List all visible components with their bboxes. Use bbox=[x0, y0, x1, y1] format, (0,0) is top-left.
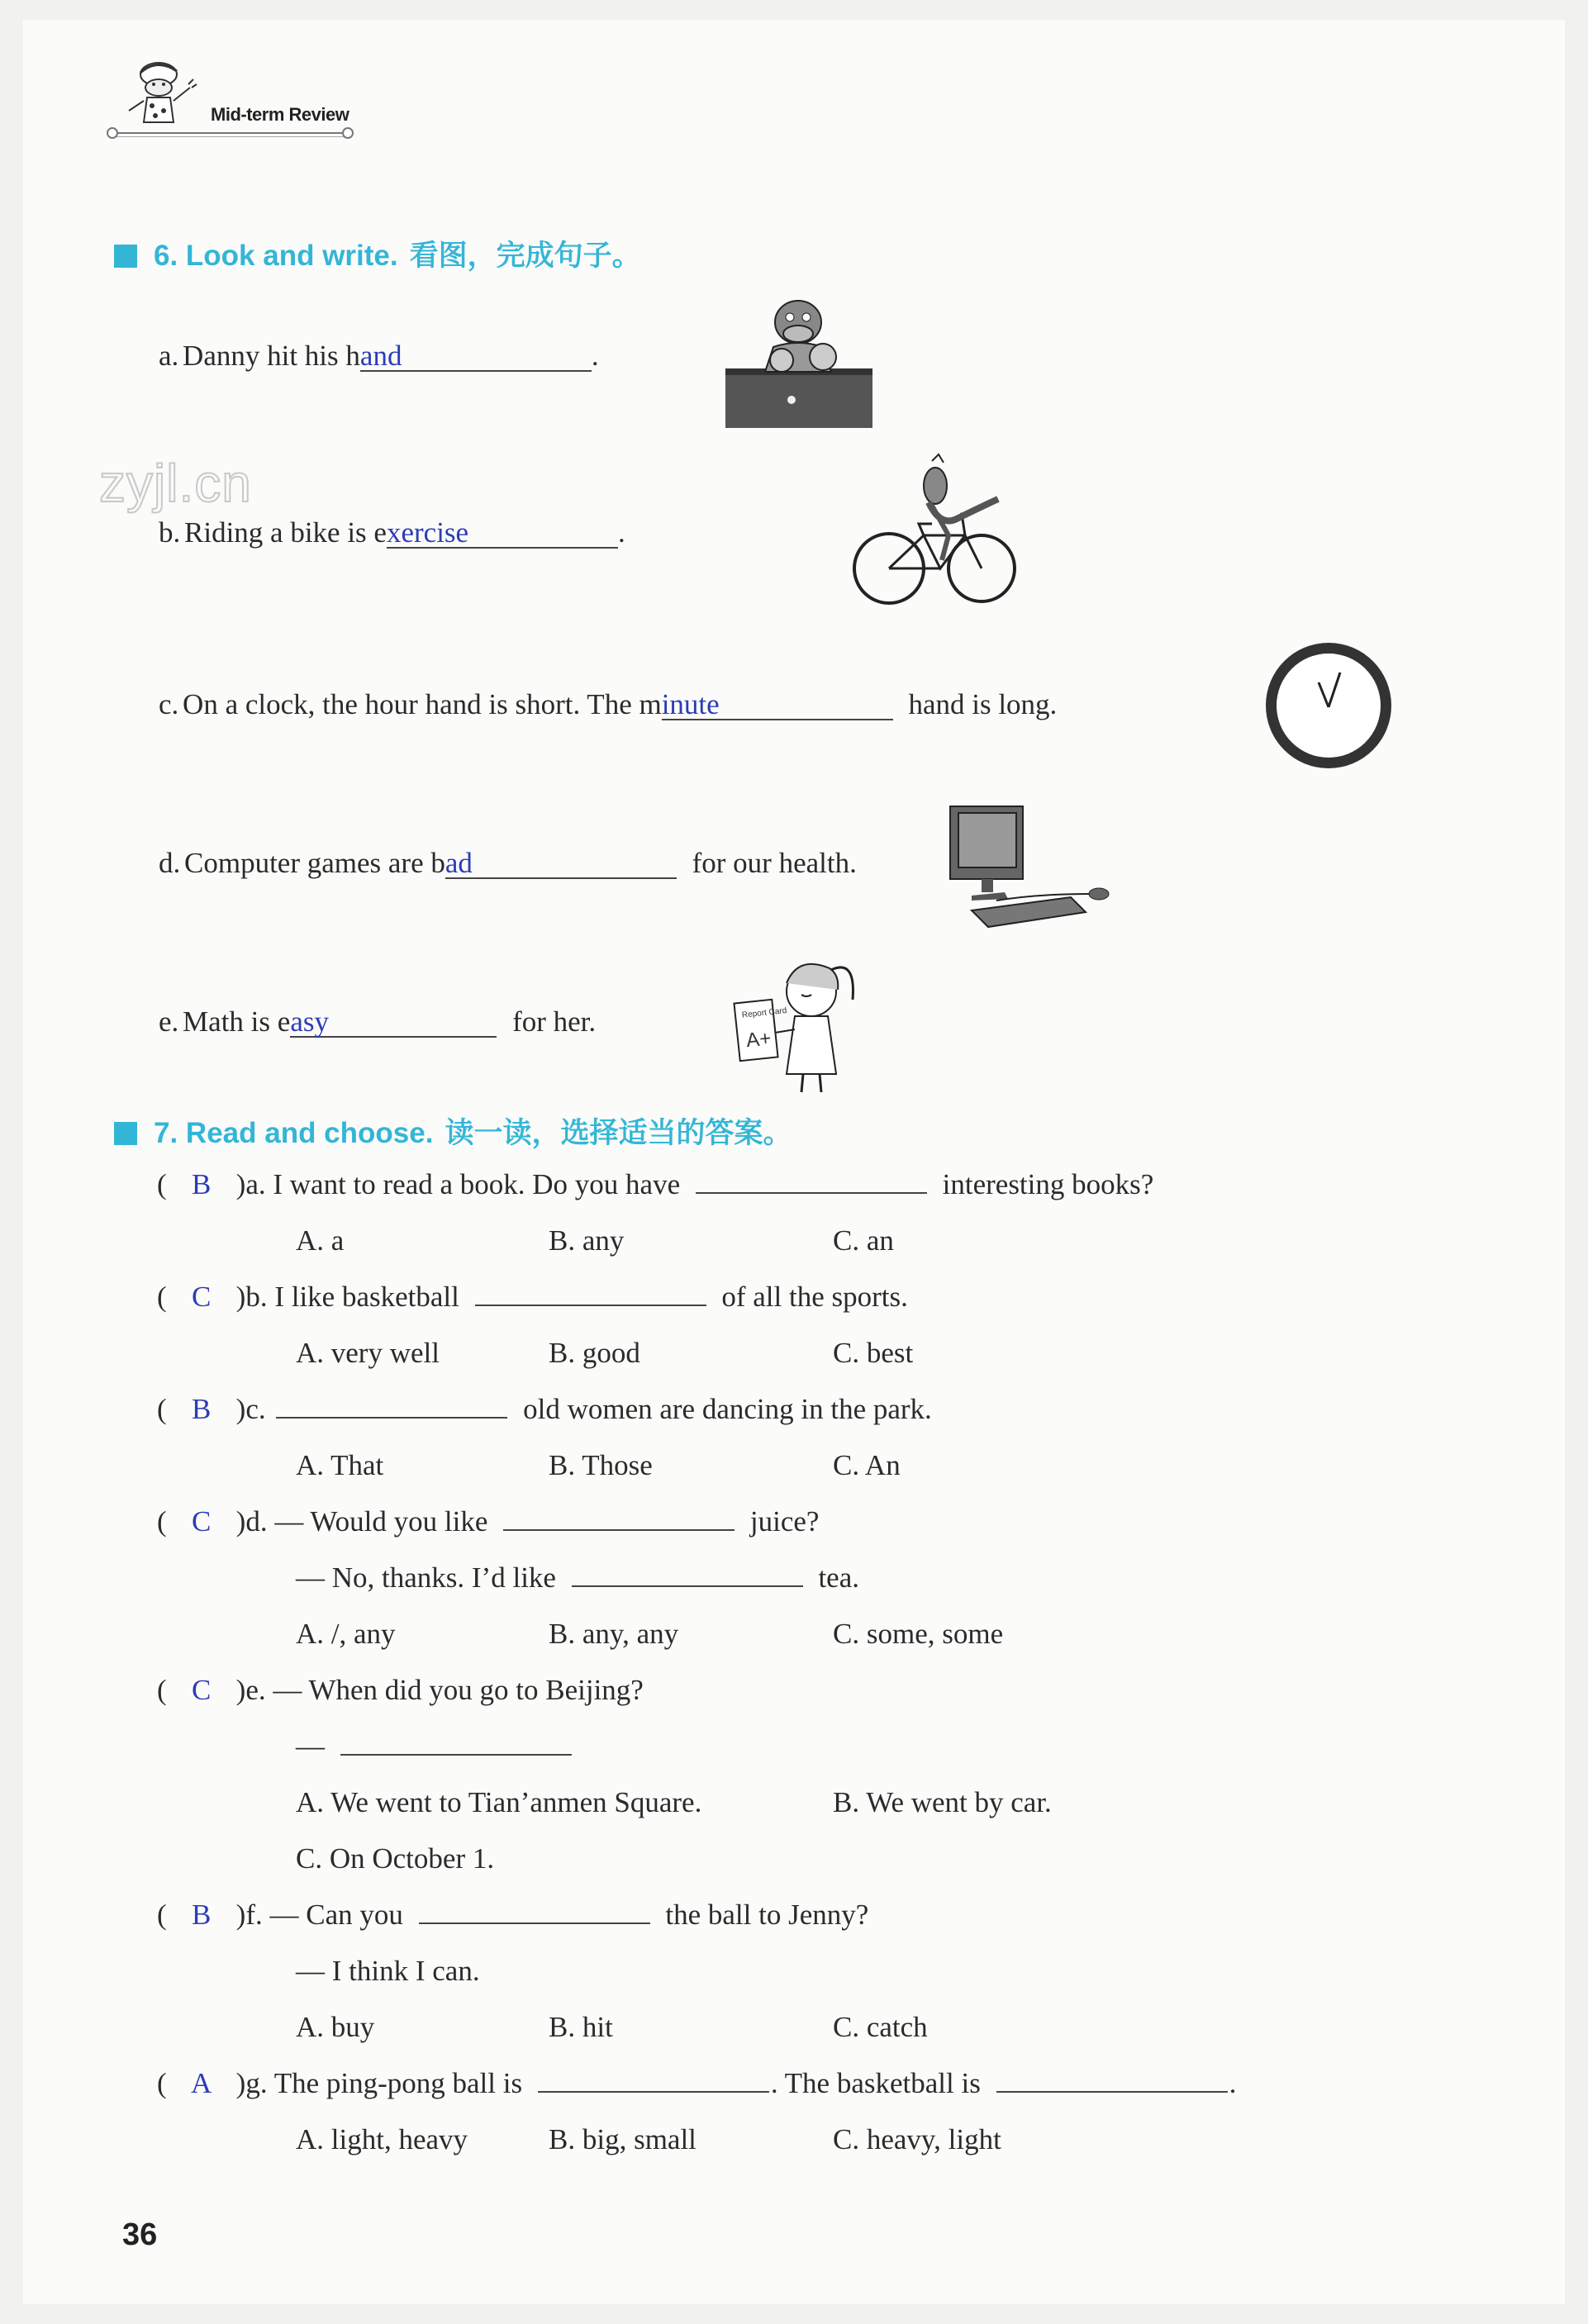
q-c-opt-a[interactable]: A. That bbox=[296, 1449, 384, 1481]
q-d-line2 bbox=[296, 1561, 859, 1594]
header-title: Mid-term Review bbox=[211, 104, 349, 125]
item-text-end: for her. bbox=[512, 1005, 597, 1038]
section-marker-icon bbox=[114, 1122, 137, 1145]
q-g-opt-b[interactable]: B. big, small bbox=[549, 2123, 697, 2155]
watermark: zyjl.cn bbox=[99, 454, 252, 513]
paren-open: ( bbox=[157, 1505, 167, 1537]
q-c-opt-b[interactable]: B. Those bbox=[549, 1449, 653, 1481]
section7-title: 7. Read and choose. bbox=[154, 1117, 434, 1149]
section6-title: 6. Look and write. bbox=[154, 240, 398, 272]
item-label: a. bbox=[159, 340, 179, 372]
section7-heading bbox=[114, 1110, 792, 1152]
header-rule-dot-left bbox=[107, 127, 118, 139]
q-b bbox=[157, 1281, 908, 1314]
paren-close: ) bbox=[235, 2067, 246, 2099]
item-text: Riding a bike is e bbox=[184, 516, 387, 549]
answer-blank[interactable] bbox=[445, 848, 677, 879]
answer-blank[interactable] bbox=[387, 518, 618, 549]
q-text: . bbox=[1229, 2067, 1237, 2099]
q-text: — Would you like bbox=[274, 1505, 488, 1537]
q-d-opt-c[interactable]: C. some, some bbox=[833, 1618, 1004, 1650]
q-f-opt-a[interactable]: A. buy bbox=[296, 2011, 375, 2043]
item-text-end: for our health. bbox=[692, 847, 857, 879]
paren-close: ) bbox=[235, 1281, 246, 1313]
q-text: the ball to Jenny? bbox=[665, 1899, 869, 1931]
q-c bbox=[157, 1393, 932, 1426]
computer-picture bbox=[947, 803, 1127, 932]
bike-rider-picture bbox=[849, 453, 1021, 610]
q-d bbox=[157, 1505, 819, 1538]
q-d-opt-a[interactable]: A. /, any bbox=[296, 1618, 396, 1650]
q-a-opt-c[interactable]: C. an bbox=[833, 1224, 894, 1257]
q-label: g. bbox=[245, 2067, 268, 2099]
girl-report-card-picture bbox=[732, 950, 864, 1095]
q-label: f. bbox=[245, 1899, 263, 1931]
section-marker-icon bbox=[114, 245, 137, 268]
s6-item-a bbox=[159, 340, 599, 373]
paren-open: ( bbox=[157, 1393, 167, 1425]
s6-item-d bbox=[159, 847, 857, 880]
q-b-opt-c[interactable]: C. best bbox=[833, 1337, 914, 1369]
paren-open: ( bbox=[157, 1168, 167, 1200]
item-label: c. bbox=[159, 688, 179, 720]
q-d-opt-b[interactable]: B. any, any bbox=[549, 1618, 679, 1650]
choice-answer[interactable]: C bbox=[191, 1505, 212, 1537]
q-blank[interactable] bbox=[696, 1191, 927, 1194]
q-f-line2: — I think I can. bbox=[296, 1955, 480, 1987]
choice-answer[interactable]: B bbox=[191, 1168, 212, 1200]
paren-open: ( bbox=[157, 1281, 167, 1313]
item-label: b. bbox=[159, 516, 181, 549]
q-blank[interactable] bbox=[572, 1585, 803, 1587]
q-text: tea. bbox=[818, 1561, 859, 1594]
q-f-opt-b[interactable]: B. hit bbox=[549, 2011, 613, 2043]
choice-answer[interactable]: A bbox=[191, 2067, 212, 2099]
q-a-opt-b[interactable]: B. any bbox=[549, 1224, 625, 1257]
choice-answer[interactable]: C bbox=[191, 1281, 212, 1313]
answer-text: asy bbox=[290, 1005, 329, 1038]
report-card-grade: A+ bbox=[744, 1027, 773, 1053]
q-label: a. bbox=[245, 1168, 266, 1200]
q-b-opt-b[interactable]: B. good bbox=[549, 1337, 640, 1369]
paren-open: ( bbox=[157, 1899, 167, 1931]
answer-text: inute bbox=[661, 688, 720, 720]
q-text: interesting books? bbox=[942, 1168, 1154, 1200]
s6-item-c bbox=[159, 688, 1057, 721]
q-f bbox=[157, 1899, 868, 1932]
clock-picture bbox=[1261, 638, 1396, 773]
q-a bbox=[157, 1168, 1153, 1201]
item-label: d. bbox=[159, 847, 181, 879]
paren-close: ) bbox=[235, 1168, 246, 1200]
q-text: I want to read a book. Do you have bbox=[273, 1168, 681, 1200]
q-e-opt-b[interactable]: B. We went by car. bbox=[833, 1786, 1052, 1818]
s6-item-b bbox=[159, 516, 625, 549]
q-text: — No, thanks. I’d like bbox=[296, 1561, 556, 1594]
q-a-opt-a[interactable]: A. a bbox=[296, 1224, 345, 1257]
item-label: e. bbox=[159, 1005, 179, 1038]
paren-close: ) bbox=[235, 1674, 246, 1706]
answer-blank[interactable] bbox=[360, 341, 592, 372]
q-f-opt-c[interactable]: C. catch bbox=[833, 2011, 928, 2043]
q-text: — Can you bbox=[269, 1899, 403, 1931]
answer-text: xercise bbox=[386, 516, 469, 549]
answer-text: ad bbox=[445, 847, 473, 879]
choice-answer[interactable]: C bbox=[191, 1674, 212, 1706]
s6-item-e bbox=[159, 1005, 596, 1038]
q-text: juice? bbox=[749, 1505, 820, 1537]
q-text: I like basketball bbox=[274, 1281, 459, 1313]
q-b-opt-a[interactable]: A. very well bbox=[296, 1337, 440, 1369]
q-c-opt-c[interactable]: C. An bbox=[833, 1449, 901, 1481]
q-e-opt-c[interactable]: C. On October 1. bbox=[296, 1842, 495, 1875]
q-blank[interactable] bbox=[340, 1753, 572, 1756]
answer-blank[interactable] bbox=[290, 1007, 497, 1038]
section7-title-cn: 读一读，选择适当的答案。 bbox=[445, 1116, 792, 1150]
q-blank[interactable] bbox=[419, 1922, 650, 1924]
answer-text: and bbox=[359, 340, 402, 372]
q-text: The ping-pong ball is bbox=[273, 2067, 523, 2099]
paren-open: ( bbox=[157, 2067, 167, 2099]
danny-hand-picture bbox=[724, 289, 874, 430]
q-g bbox=[157, 2067, 1236, 2100]
q-e-opt-a[interactable]: A. We went to Tian’anmen Square. bbox=[296, 1786, 702, 1818]
page-number: 36 bbox=[122, 2217, 158, 2252]
q-label: b. bbox=[245, 1281, 268, 1313]
answer-blank[interactable] bbox=[662, 690, 893, 720]
item-text: Computer games are b bbox=[184, 847, 445, 879]
q-e-line2 bbox=[296, 1730, 580, 1763]
q-blank[interactable] bbox=[475, 1304, 706, 1306]
choice-answer[interactable]: B bbox=[191, 1899, 212, 1931]
paren-close: ) bbox=[235, 1505, 246, 1537]
mascot-icon bbox=[116, 51, 207, 134]
choice-answer[interactable]: B bbox=[191, 1393, 212, 1425]
paren-open: ( bbox=[157, 1674, 167, 1706]
header-rule-dot-right bbox=[342, 127, 354, 139]
q-e bbox=[157, 1674, 644, 1707]
q-text: of all the sports. bbox=[721, 1281, 908, 1313]
q-blank[interactable] bbox=[503, 1528, 735, 1531]
q-label: c. bbox=[245, 1393, 266, 1425]
item-text-end: . bbox=[617, 516, 625, 549]
section6-title-cn: 看图，完成句子。 bbox=[409, 239, 641, 273]
section6-heading bbox=[114, 233, 641, 274]
item-text-end: hand is long. bbox=[908, 688, 1058, 720]
q-blank[interactable] bbox=[538, 2090, 769, 2093]
q-text: — When did you go to Beijing? bbox=[273, 1674, 644, 1706]
q-text: — bbox=[296, 1730, 325, 1762]
q-blank[interactable] bbox=[276, 1416, 507, 1419]
q-label: d. bbox=[245, 1505, 268, 1537]
q-blank[interactable] bbox=[996, 2090, 1228, 2093]
report-card-label: Report Card bbox=[741, 1006, 787, 1020]
paren-close: ) bbox=[235, 1393, 246, 1425]
item-text-end: . bbox=[591, 340, 599, 372]
q-g-opt-a[interactable]: A. light, heavy bbox=[296, 2123, 468, 2155]
item-text: On a clock, the hour hand is short. The m bbox=[183, 688, 662, 720]
item-text: Danny hit his h bbox=[183, 340, 360, 372]
header-rule bbox=[112, 132, 347, 137]
q-text: old women are dancing in the park. bbox=[523, 1393, 932, 1425]
q-label: e. bbox=[245, 1674, 266, 1706]
item-text: Math is e bbox=[183, 1005, 291, 1038]
q-g-opt-c[interactable]: C. heavy, light bbox=[833, 2123, 1001, 2155]
paren-close: ) bbox=[235, 1899, 246, 1931]
q-text: . The basketball is bbox=[770, 2067, 981, 2099]
